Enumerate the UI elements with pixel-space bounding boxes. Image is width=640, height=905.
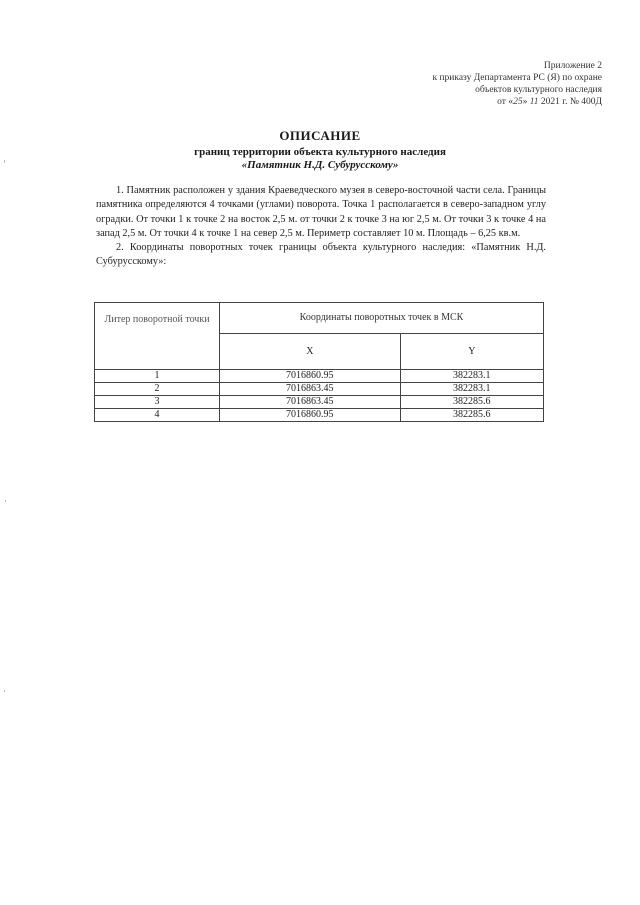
scan-speck [5,500,6,502]
cell-y: 382285.6 [400,409,543,422]
cell-point: 1 [95,370,220,383]
cell-point: 4 [95,409,220,422]
appendix-date [372,96,602,108]
cell-y: 382285.6 [400,396,543,409]
coordinates-table [94,302,544,422]
appendix-order-ref: к приказу Департамента РС (Я) по охране [432,73,602,83]
table-row [95,370,544,383]
title-subtitle: границ территории объекта культурного наследия [194,146,446,158]
date-prefix: от « [497,97,514,107]
date-month: 11 [529,97,539,107]
document-title [0,128,640,171]
cell-x: 7016863.45 [220,396,401,409]
date-suffix: 2021 г. № 400Д [538,97,602,107]
appendix-number: Приложение 2 [543,61,602,71]
cell-x: 7016863.45 [220,383,401,396]
scan-speck [4,690,5,692]
cell-point: 3 [95,396,220,409]
date-mid: » [522,97,530,107]
table-row [95,383,544,396]
document-body [96,184,546,270]
paragraph-coordinates-intro: 2. Координаты поворотных точек границы объекта культурного наследия: «Памятник Н.Д. Субурусскому»: [96,242,546,268]
header-coords-label: Координаты поворотных точек в МСК [220,303,544,334]
table-header-row [95,303,544,334]
table-row [95,409,544,422]
paragraph-description: 1. Памятник расположен у здания Краеведческого музея в северо-восточной части села. Границы памятника определяются 4 точками (углами) поворота. Точка 1 располагается в северо-западном углу оградки. От точки 1 к точке 2 на восток 2,5 м. от точки 2 к точке 3 на юг 2,5 м. От точки 3 к точке 4 на запад 2,5 м. От точки 4 к точке 1 на север 2,5 м. Периметр составляет 10 м. Площадь – 6,25 кв.м. [96,185,546,239]
title-monument-name: «Памятник Н.Д. Субурусскому» [241,159,399,171]
header-x: X [220,333,401,369]
cell-point: 2 [95,383,220,396]
header-point-label: Литер поворотной точки [95,303,220,370]
header-y: Y [400,333,543,369]
title-main: ОПИСАНИЕ [279,128,361,143]
appendix-department: объектов культурного наследия [475,85,602,95]
scan-speck [4,160,5,163]
cell-x: 7016860.95 [220,370,401,383]
cell-y: 382283.1 [400,383,543,396]
cell-y: 382283.1 [400,370,543,383]
cell-x: 7016860.95 [220,409,401,422]
table-row [95,396,544,409]
appendix-header [372,60,602,108]
date-day: 25 [513,97,523,107]
